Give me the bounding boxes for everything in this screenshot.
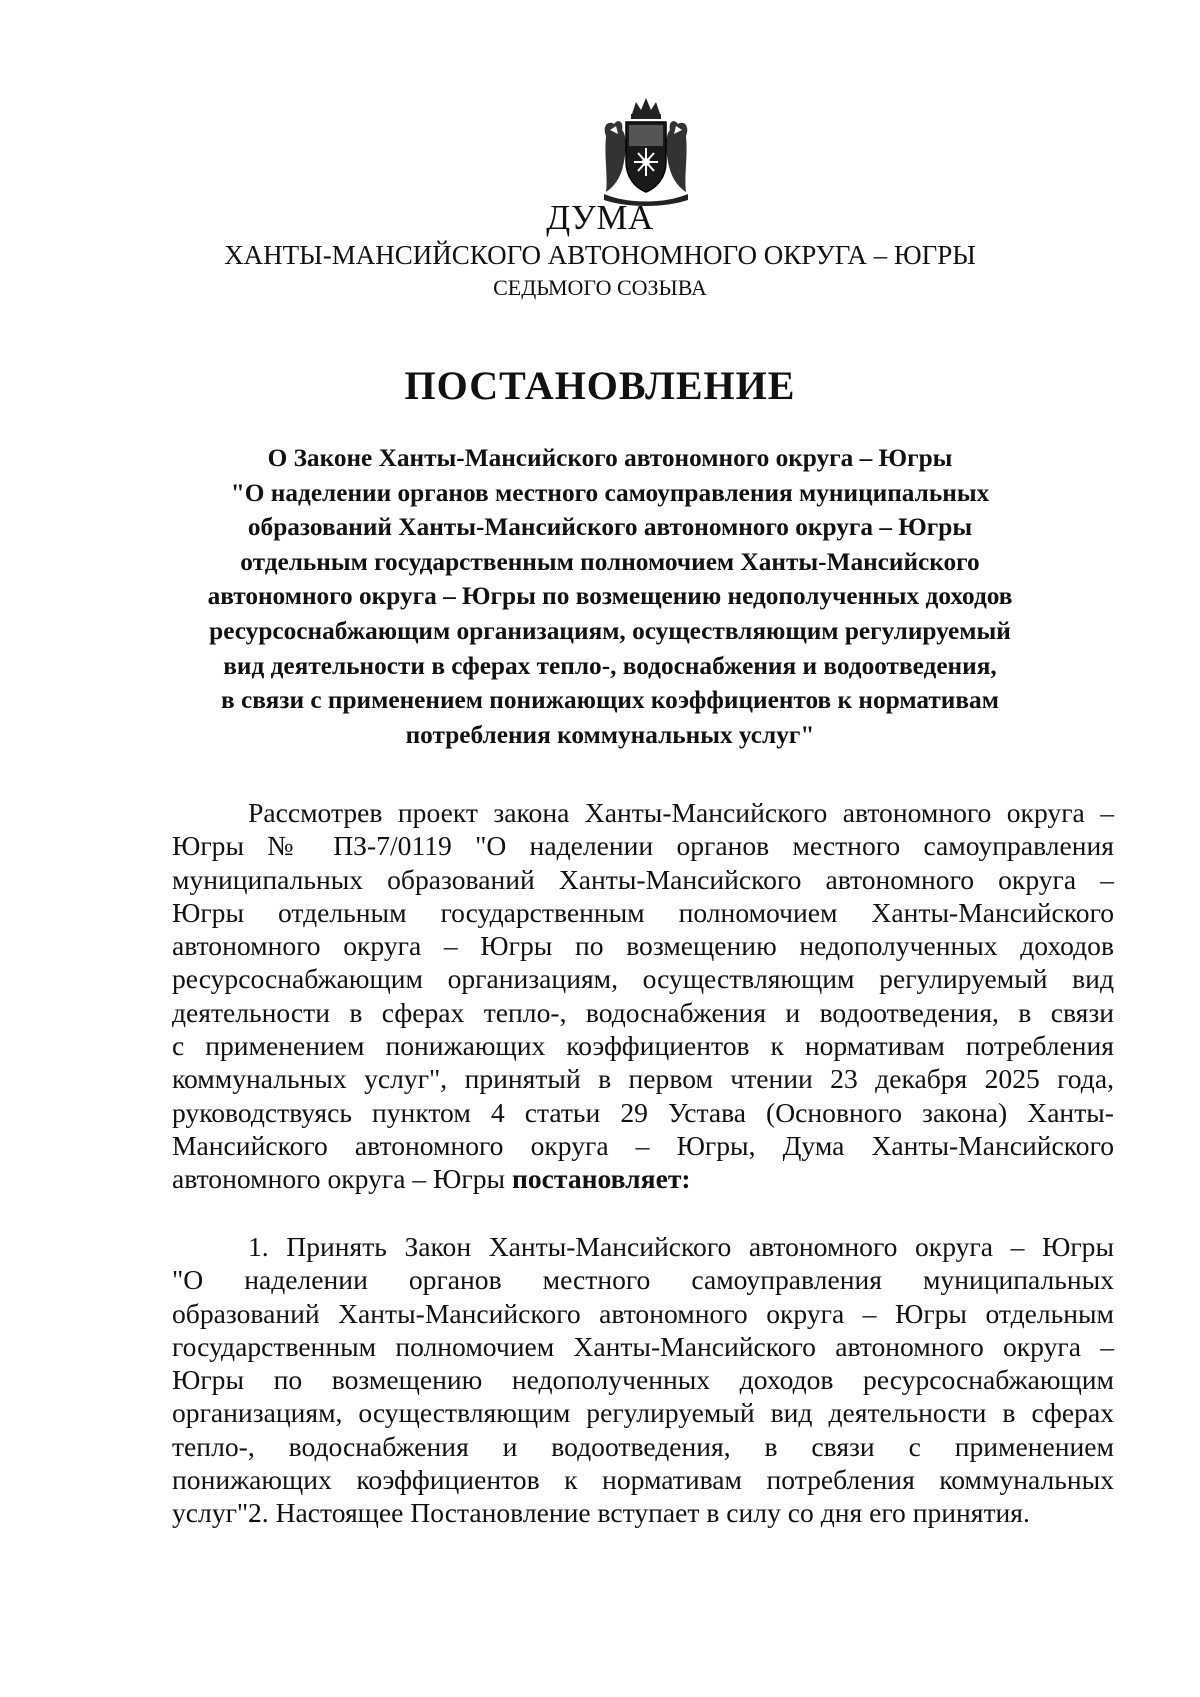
- text-line: деятельности в сферах тепло-, водоснабжения и водоотведения, в связи: [172, 996, 1114, 1028]
- text-line: тепло-, водоснабжения и водоотведения, в связи с применением: [172, 1430, 1114, 1462]
- text-line: Югры отдельным государственным полномочием Ханты-Мансийского: [172, 896, 1114, 928]
- subject-line: отдельным государственным полномочием Ханты-Мансийского: [240, 547, 980, 576]
- region-name: ХАНТЫ-МАНСИЙСКОГО АВТОНОМНОГО ОКРУГА – ЮГРЫ: [224, 240, 976, 270]
- text-line: ресурсоснабжающим организациям, осуществляющим регулируемый вид: [172, 963, 1114, 995]
- text-line: Югры № ПЗ-7/0119 "О наделении органов местного самоуправления: [172, 830, 1114, 862]
- subject-line: в связи с применением понижающих коэффициентов к нормативам: [221, 686, 999, 715]
- organization-name: ДУМА: [546, 198, 654, 237]
- text-line: образований Ханты-Мансийского автономного округа – Югры отдельным: [172, 1297, 1114, 1329]
- text-line: Югры по возмещению недополученных доходов ресурсоснабжающим: [172, 1364, 1114, 1396]
- subject-line: потребления коммунальных услуг": [405, 720, 815, 749]
- subject-line: "О наделении органов местного самоуправления муниципальных: [230, 478, 990, 507]
- resolution-item-2: [172, 1496, 1114, 1529]
- resolves-keyword: постановляет:: [511, 1163, 691, 1195]
- document-subject: [180, 441, 1040, 752]
- text-line: понижающих коэффициентов к нормативам потребления коммунальных: [172, 1464, 1114, 1496]
- subject-line: ресурсоснабжающим организациям, осуществляющим регулируемый: [209, 616, 1011, 645]
- preamble-paragraph: [172, 796, 1114, 1196]
- text-line: Мансийского автономного округа – Югры, Дума Ханты-Мансийского: [172, 1129, 1114, 1161]
- subject-line: образований Ханты-Мансийского автономного округа – Югры: [247, 513, 973, 542]
- text-line: муниципальных образований Ханты-Мансийского автономного округа –: [172, 863, 1114, 895]
- text-line: организациям, осуществляющим регулируемый вид деятельности в сферах: [172, 1397, 1114, 1429]
- text-line: руководствуясь пунктом 4 статьи 29 Устава (Основного закона) Ханты-: [172, 1096, 1114, 1128]
- text-line: государственным полномочием Ханты-Мансийского автономного округа –: [172, 1330, 1114, 1362]
- subject-line: автономного округа – Югры по возмещению недополученных доходов: [207, 582, 1013, 611]
- subject-line: вид деятельности в сферах тепло-, водоснабжения и водоотведения,: [223, 651, 997, 680]
- text-line: 2. Настоящее Постановление вступает в силу со дня его принятия.: [248, 1497, 1030, 1528]
- text-line: услуг".: [172, 1497, 256, 1529]
- text-line-final: [172, 1162, 1114, 1195]
- subject-line: О Законе Ханты-Мансийского автономного округа – Югры: [267, 444, 953, 472]
- document-title: ПОСТАНОВЛЕНИЕ: [404, 363, 796, 408]
- text-line: с применением понижающих коэффициентов к нормативам потребления: [172, 1030, 1114, 1062]
- coat-of-arms-emblem: [598, 96, 694, 208]
- convocation-label: СЕДЬМОГО СОЗЫВА: [493, 275, 707, 300]
- text-line: "О наделении органов местного самоуправления муниципальных: [172, 1264, 1114, 1296]
- text-line: 1. Принять Закон Ханты-Мансийского автономного округа – Югры: [248, 1231, 1114, 1262]
- text-line: автономного округа – Югры по возмещению недополученных доходов: [172, 930, 1114, 962]
- text-fragment: автономного округа – Югры: [172, 1163, 512, 1195]
- text-line: коммунальных услуг", принятый в первом чтении 23 декабря 2025 года,: [172, 1063, 1114, 1095]
- text-line: Рассмотрев проект закона Ханты-Мансийского автономного округа –: [248, 797, 1114, 828]
- resolution-item-1: [172, 1230, 1114, 1530]
